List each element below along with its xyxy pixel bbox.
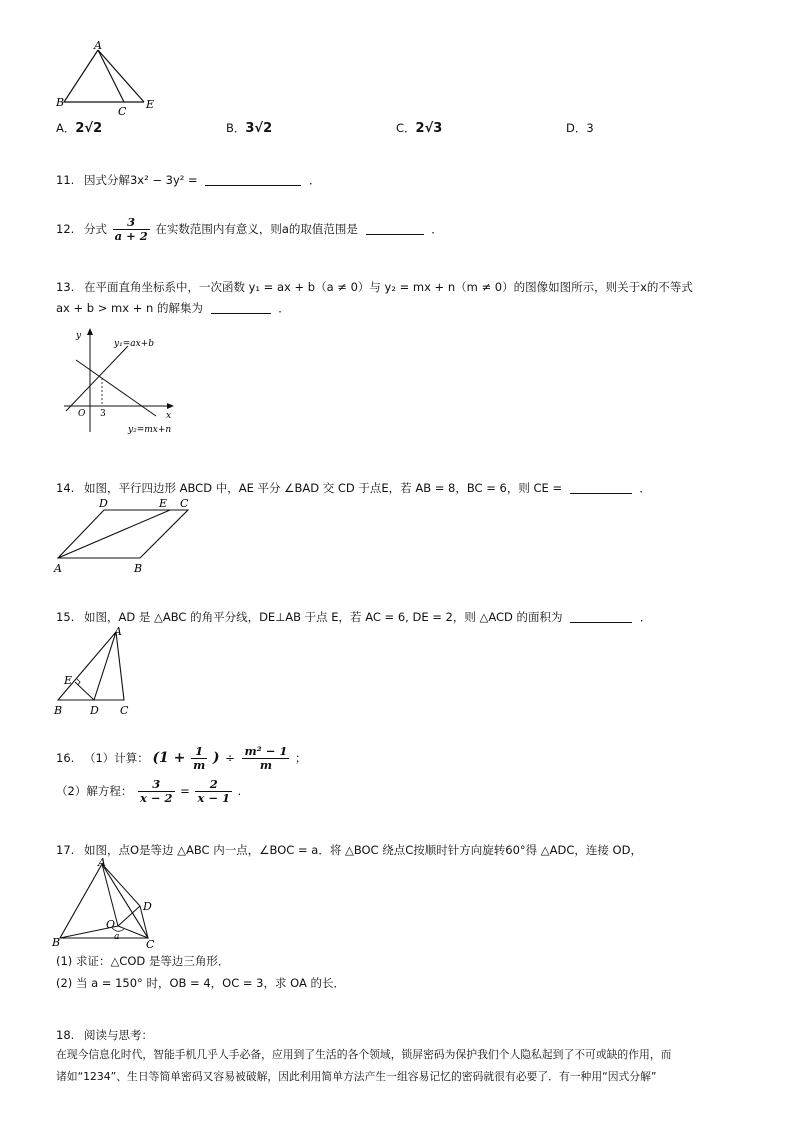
q10-option-b-label: B． bbox=[226, 121, 246, 135]
q10-triangle-figure bbox=[56, 40, 166, 116]
q17-sub1: (1) 求证：△COD 是等边三角形． bbox=[56, 954, 230, 968]
q13-line1: 在平面直角坐标系中，一次函数 y₁ = ax + b（a ≠ 0）与 y₂ = mx + n（m ≠ 0）的图像如图所示，则关于x的不等式 bbox=[83, 280, 693, 294]
question-11 bbox=[56, 172, 320, 188]
q16-close: ) bbox=[212, 750, 220, 767]
q13-answer-blank[interactable] bbox=[211, 302, 271, 314]
q17-sub2: (2) 当 a = 150° 时，OB = 4，OC = 3，求 OA 的长． bbox=[56, 976, 346, 990]
q17-label-d: D bbox=[143, 900, 152, 913]
q16-open: (1 + bbox=[152, 750, 186, 767]
q14-number: 14. bbox=[56, 481, 75, 495]
q17-label-c: C bbox=[146, 938, 155, 950]
q18-paragraph-line2: 诸如“1234”、生日等简单密码又容易被破解，因此利用简单方法产生一组容易记忆的密码就很有必要了．有一种用“因式分解” bbox=[56, 1070, 657, 1083]
q16-div: ÷ bbox=[225, 751, 235, 766]
q16-frac1-num: 1 bbox=[191, 745, 207, 759]
question-13-line1 bbox=[56, 279, 693, 295]
question-16-part1 bbox=[56, 745, 307, 772]
q10-label-e: E bbox=[146, 98, 155, 111]
q17-label-b: B bbox=[52, 936, 61, 949]
q10-option-c-label: C． bbox=[396, 121, 416, 135]
q17-text: 如图，点O是等边 △ABC 内一点，∠BOC = a．将 △BOC 绕点C按顺时针方向旋转60°得 △ADC，连接 OD， bbox=[83, 843, 642, 857]
q12-answer-blank[interactable] bbox=[366, 223, 424, 235]
q11-end: ． bbox=[308, 173, 321, 187]
q15-end: ． bbox=[639, 610, 652, 624]
q11-answer-blank[interactable] bbox=[205, 174, 301, 186]
q16-part2-end: . bbox=[237, 784, 242, 799]
q10-option-d bbox=[566, 120, 594, 136]
q13-line1-label: y₁=ax+b bbox=[114, 339, 154, 349]
q12-pre: 分式 bbox=[83, 222, 107, 237]
q17-equilateral-figure bbox=[50, 856, 166, 950]
q16-frac2-num: m² − 1 bbox=[244, 744, 288, 758]
q18-number: 18. bbox=[56, 1028, 75, 1042]
q14-parallelogram-figure bbox=[52, 496, 202, 576]
q13-line2-label: y₂=mx+n bbox=[128, 425, 172, 435]
q13-graph-figure bbox=[58, 326, 188, 438]
q16-number: 16. bbox=[56, 751, 75, 766]
q18-title: 阅读与思考： bbox=[83, 1028, 153, 1042]
q12-fraction bbox=[113, 216, 150, 243]
q14-end: ． bbox=[639, 481, 651, 495]
q15-label-c: C bbox=[120, 704, 129, 717]
q14-answer-blank[interactable] bbox=[570, 482, 632, 494]
q10-label-a: A bbox=[94, 40, 102, 52]
question-18-title bbox=[56, 1027, 153, 1043]
q16-part1-end: ； bbox=[295, 751, 307, 766]
q13-origin-label: O bbox=[78, 409, 86, 419]
q16-eq-frac2-num: 2 bbox=[195, 778, 232, 792]
q14-label-e: E bbox=[159, 497, 168, 510]
q16-eq-frac1 bbox=[138, 778, 175, 805]
q10-option-c-value: 2√3 bbox=[415, 121, 443, 136]
q14-label-d: D bbox=[99, 497, 108, 510]
q13-tick-three: 3 bbox=[100, 409, 106, 419]
q13-axis-y-label: y bbox=[76, 331, 82, 341]
q18-paragraph-line1: 在现今信息化时代，智能手机几乎人手必备，应用到了生活的各个领域，锁屏密码为保护我们个人隐私起到了不可或缺的作用，而 bbox=[56, 1048, 672, 1061]
q13-end: ． bbox=[278, 301, 290, 315]
q13-axis-x-label: x bbox=[166, 411, 172, 421]
q10-option-a-label: A． bbox=[56, 121, 76, 135]
q10-option-b-value: 3√2 bbox=[245, 121, 273, 136]
q10-option-a bbox=[56, 120, 102, 136]
q15-label-b: B bbox=[54, 704, 63, 717]
q15-number: 15. bbox=[56, 610, 75, 624]
q15-triangle-figure bbox=[50, 624, 140, 718]
q13-number: 13. bbox=[56, 280, 75, 294]
q16-part1-label: （1）计算： bbox=[83, 751, 149, 766]
q14-label-b: B bbox=[134, 562, 143, 575]
q15-label-e: E bbox=[64, 674, 73, 687]
q10-option-d-value: 3 bbox=[586, 121, 594, 135]
question-12 bbox=[56, 216, 443, 243]
q17-label-alpha: a bbox=[114, 932, 120, 942]
q16-frac2 bbox=[242, 745, 289, 772]
q11-text: 因式分解3x² − 3y² = bbox=[83, 173, 198, 187]
q15-answer-blank[interactable] bbox=[570, 611, 632, 623]
q16-frac1 bbox=[191, 745, 207, 772]
question-13-line2 bbox=[56, 300, 290, 316]
q16-frac1-den: m bbox=[193, 758, 206, 773]
q16-eq-frac1-num: 3 bbox=[138, 778, 175, 792]
q12-number: 12. bbox=[56, 222, 75, 237]
q15-label-a: A bbox=[114, 625, 122, 638]
q16-eq-frac2-den: x − 1 bbox=[197, 791, 230, 806]
q10-option-b bbox=[226, 120, 272, 136]
q17-number: 17. bbox=[56, 843, 75, 857]
q14-text: 如图，平行四边形 ABCD 中，AE 平分 ∠BAD 交 CD 于点E，若 AB = 8，BC = 6，则 CE = bbox=[83, 481, 563, 495]
q12-post: 在实数范围内有意义，则a的取值范围是 bbox=[155, 222, 358, 237]
question-15 bbox=[56, 609, 651, 625]
q16-frac2-den: m bbox=[259, 758, 272, 773]
q16-eq-frac1-den: x − 2 bbox=[139, 791, 173, 806]
q13-line2: ax + b > mx + n 的解集为 bbox=[56, 301, 203, 315]
q16-part2-label: （2）解方程： bbox=[56, 784, 133, 799]
q10-option-d-label: D． bbox=[566, 121, 587, 135]
q11-number: 11. bbox=[56, 173, 75, 187]
q14-label-c: C bbox=[180, 497, 189, 510]
question-14 bbox=[56, 480, 651, 496]
q16-eq-frac2 bbox=[195, 778, 232, 805]
q10-label-b: B bbox=[56, 96, 65, 109]
q14-label-a: A bbox=[54, 562, 62, 575]
q12-end: ． bbox=[431, 222, 443, 237]
question-16-part2 bbox=[56, 778, 241, 805]
q10-option-a-value: 2√2 bbox=[75, 121, 103, 136]
q10-option-c bbox=[396, 120, 442, 136]
q10-label-c: C bbox=[118, 105, 127, 116]
q17-label-a: A bbox=[98, 856, 106, 869]
q17-label-o: O bbox=[106, 918, 116, 931]
q12-frac-den: a + 2 bbox=[114, 229, 148, 244]
q15-label-d: D bbox=[90, 704, 99, 717]
q15-text: 如图，AD 是 △ABC 的角平分线，DE⊥AB 于点 E，若 AC = 6, DE = 2，则 △ACD 的面积为 bbox=[83, 610, 563, 624]
q16-eq-sign: = bbox=[180, 784, 190, 799]
q12-frac-num: 3 bbox=[113, 216, 150, 230]
